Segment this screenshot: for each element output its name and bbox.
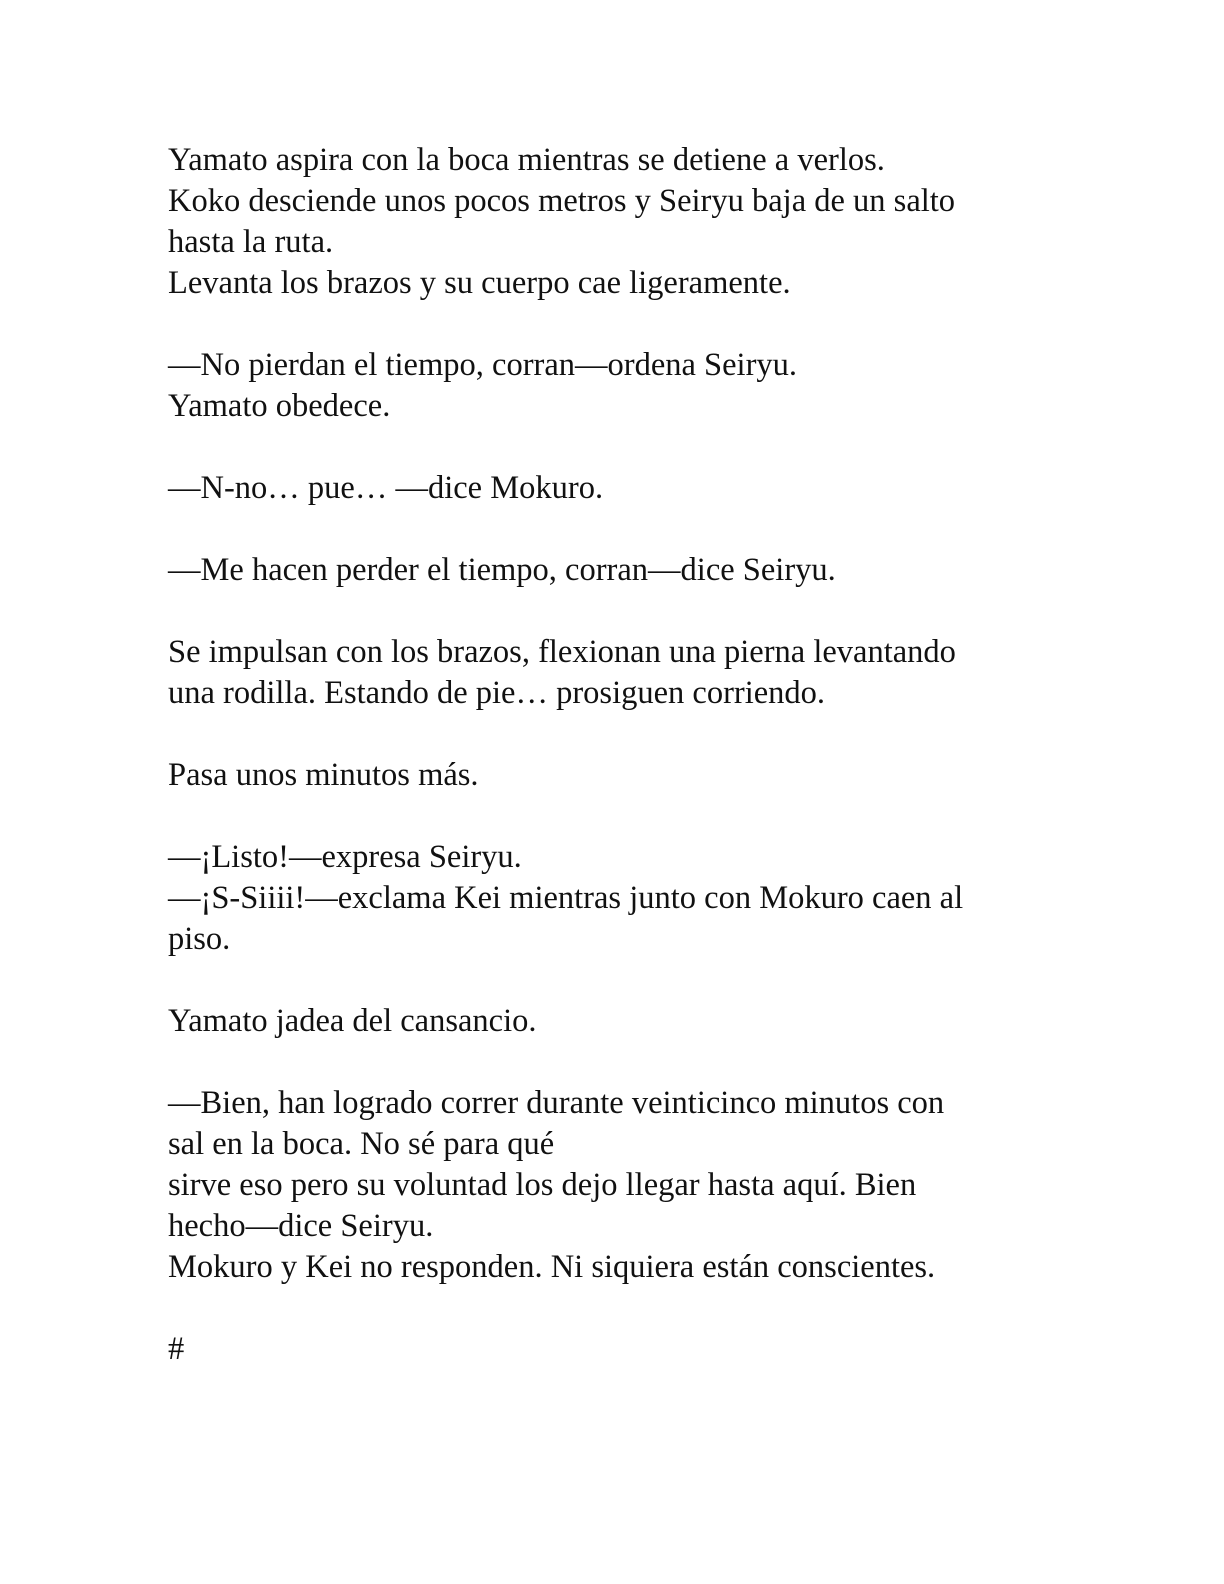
text-line: Levanta los brazos y su cuerpo cae ligeramente.	[168, 265, 791, 301]
text-line: Yamato jadea del cansancio.	[168, 1003, 537, 1039]
blank-line	[168, 591, 1068, 632]
blank-line	[168, 714, 1068, 755]
text-line: Koko desciende unos pocos metros y Seiryu baja de un salto	[168, 183, 956, 219]
text-line: —N-no… pue… —dice Mokuro.	[168, 470, 604, 506]
text-line: una rodilla. Estando de pie… prosiguen corriendo.	[168, 675, 826, 711]
text-line: —Me hacen perder el tiempo, corran—dice Seiryu.	[168, 552, 836, 588]
scene-break: #	[168, 1331, 185, 1367]
blank-line	[168, 1288, 1068, 1329]
text-line: hasta la ruta.	[168, 224, 334, 260]
text-line: Pasa unos minutos más.	[168, 757, 479, 793]
blank-line	[168, 509, 1068, 550]
body-text	[168, 140, 1068, 1370]
blank-line	[168, 427, 1068, 468]
text-line: Se impulsan con los brazos, flexionan una pierna levantando	[168, 634, 956, 670]
text-line: sal en la boca. No sé para qué	[168, 1126, 555, 1162]
blank-line	[168, 304, 1068, 345]
text-line: —Bien, han logrado correr durante veinticinco minutos con	[168, 1085, 945, 1121]
text-line: —No pierdan el tiempo, corran—ordena Seiryu.	[168, 347, 798, 383]
text-line: Yamato obedece.	[168, 388, 391, 424]
text-line: sirve eso pero su voluntad los dejo llegar hasta aquí. Bien	[168, 1167, 917, 1203]
text-line: hecho—dice Seiryu.	[168, 1208, 434, 1244]
text-line: Yamato aspira con la boca mientras se detiene a verlos.	[168, 142, 885, 178]
text-line: piso.	[168, 921, 231, 957]
text-line: —¡S-Siiii!—exclama Kei mientras junto con Mokuro caen al	[168, 880, 964, 916]
blank-line	[168, 960, 1068, 1001]
text-line: Mokuro y Kei no responden. Ni siquiera están conscientes.	[168, 1249, 936, 1285]
blank-line	[168, 1042, 1068, 1083]
text-line: —¡Listo!—expresa Seiryu.	[168, 839, 522, 875]
blank-line	[168, 796, 1068, 837]
